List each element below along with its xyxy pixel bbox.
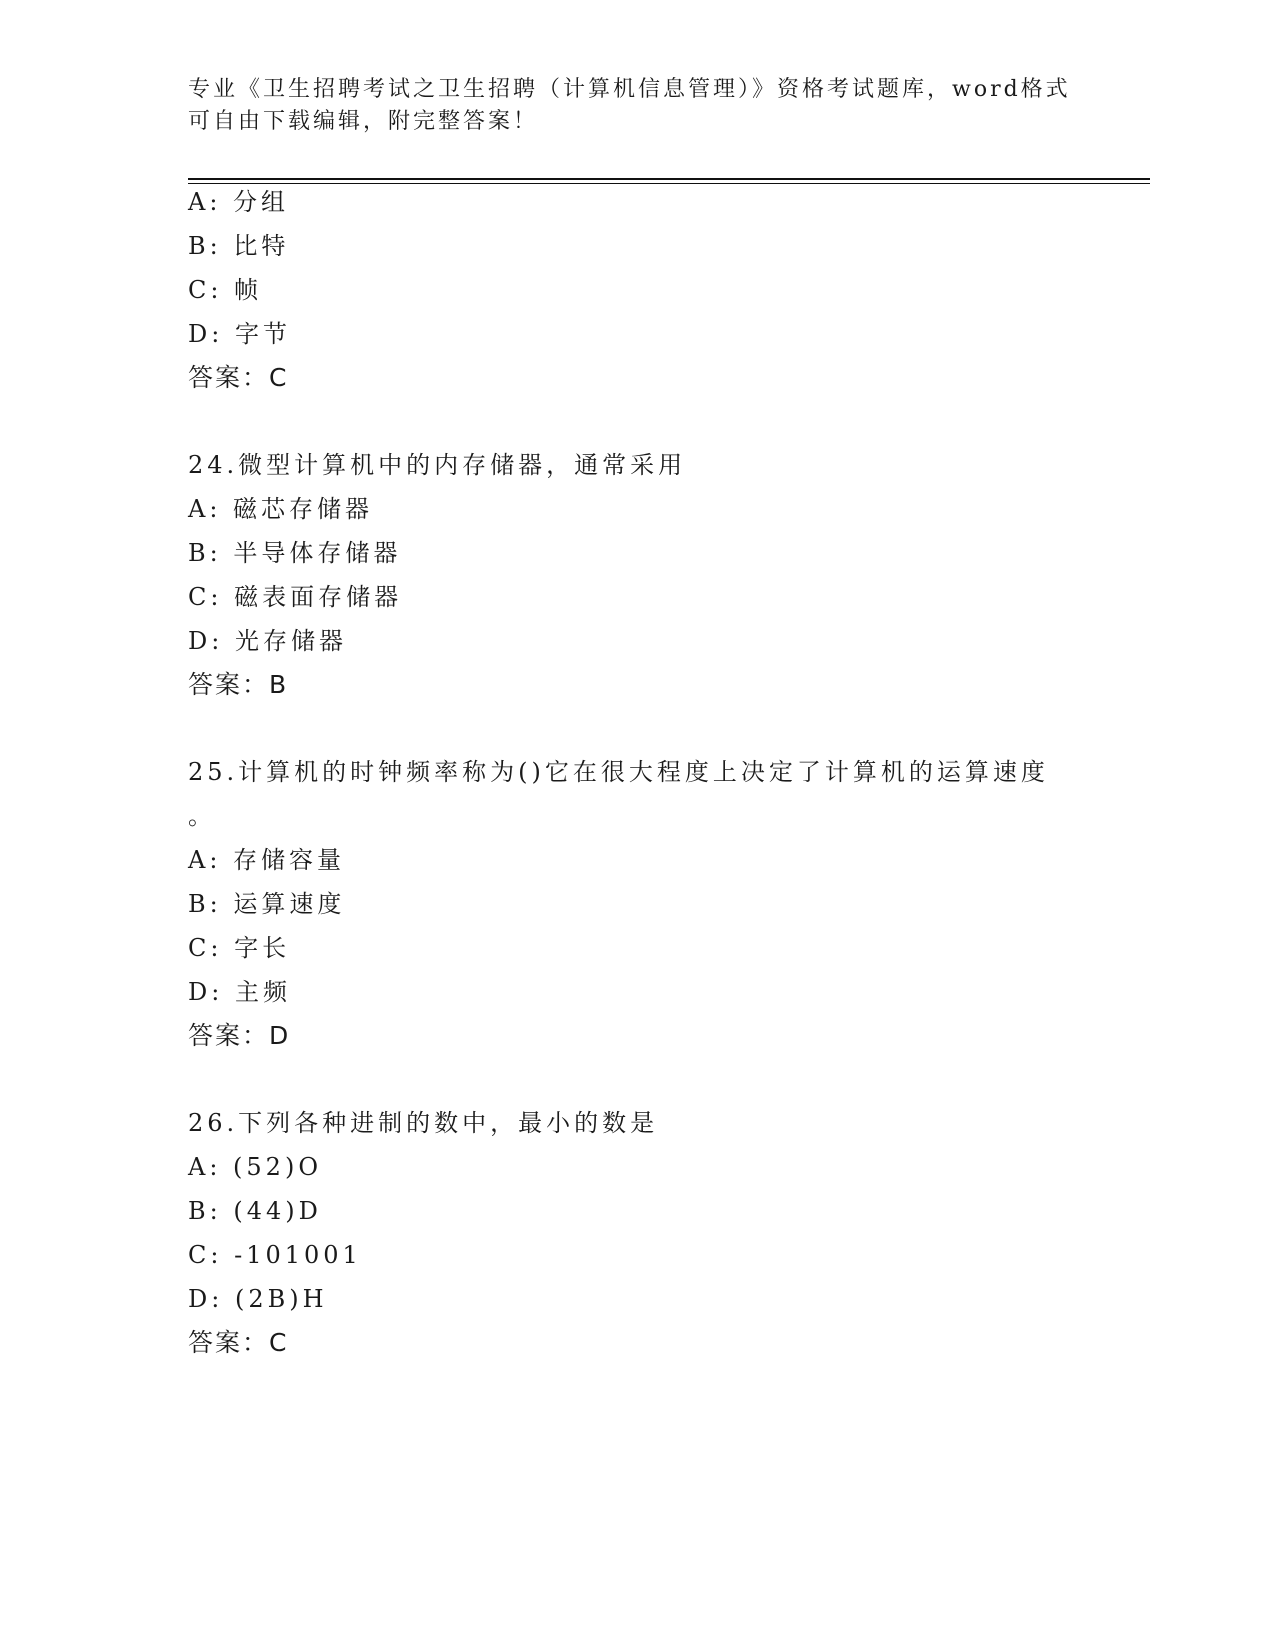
q23-option-d: D: 字节 <box>188 320 291 348</box>
q24-option-a: A: 磁芯存储器 <box>188 495 374 523</box>
q24-option-b: B: 半导体存储器 <box>188 539 402 567</box>
q23-option-b: B: 比特 <box>188 232 290 260</box>
q23-answer: 答案：C <box>188 363 289 392</box>
header-line-1: 专业《卫生招聘考试之卫生招聘（计算机信息管理）》资格考试题库，word格式 <box>188 77 1071 102</box>
header-divider-thick <box>188 178 1150 180</box>
header-divider-thin <box>188 183 1150 184</box>
q26-option-c: C: -101001 <box>188 1241 362 1269</box>
q26-question: 26.下列各种进制的数中，最小的数是 <box>188 1109 659 1137</box>
document-header <box>188 74 1088 138</box>
q24-option-c: C: 磁表面存储器 <box>188 583 403 611</box>
q26-option-b: B: (44)D <box>188 1197 322 1225</box>
q25-answer: 答案：D <box>188 1021 291 1050</box>
header-line-2: 可自由下载编辑，附完整答案！ <box>188 109 539 134</box>
q26-option-a: A: (52)O <box>188 1153 322 1181</box>
q23-option-a: A: 分组 <box>188 188 290 216</box>
q25-option-c: C: 字长 <box>188 934 291 962</box>
q24-option-d: D: 光存储器 <box>188 627 347 655</box>
q25-question: 25.计算机的时钟频率称为()它在很大程度上决定了计算机的运算速度 <box>188 758 1049 786</box>
q24-answer: 答案：B <box>188 670 289 699</box>
q26-option-d: D: (2B)H <box>188 1285 328 1313</box>
q25-option-d: D: 主频 <box>188 978 291 1006</box>
q26-answer: 答案：C <box>188 1328 289 1357</box>
q24-question: 24.微型计算机中的内存储器，通常采用 <box>188 451 687 479</box>
q25-option-b: B: 运算速度 <box>188 890 346 918</box>
q25-question-continuation: 。 <box>188 802 216 830</box>
q25-option-a: A: 存储容量 <box>188 846 346 874</box>
q23-option-c: C: 帧 <box>188 276 263 304</box>
